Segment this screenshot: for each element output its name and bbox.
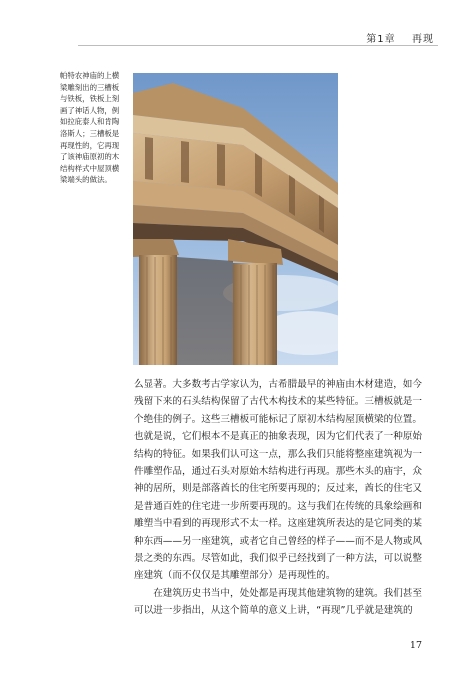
running-header <box>366 30 434 45</box>
chapter-title: 再现 <box>412 34 434 45</box>
header-rule <box>78 45 438 46</box>
parthenon-photo <box>133 73 338 365</box>
body-text <box>134 376 422 620</box>
page-number: 17 <box>409 640 422 651</box>
paragraph: 在建筑历史书当中，处处都是再现其他建筑物的建筑。我们甚至可以进一步指出，从这个简单的意义上讲，“再现”几乎就是建筑的 <box>134 587 422 617</box>
figure-caption: 帕特农神庙的上横梁雕刻出的三槽板与铁板，铁板上刻画了神话人物，例如拉庇泰人和肯陶洛斯人；三槽板是再现性的，它再现了该神庙原初的木结构样式中屋顶横梁端头的做法。 <box>60 71 120 185</box>
chapter-number: 第1章 <box>366 34 396 45</box>
paragraph: 么显著。大多数考古学家认为，古希腊最早的神庙由木材建造，如今残留下来的石头结构保留了古代木构技术的某些特征。三槽板就是一个绝佳的例子。这些三槽板可能标记了原初木结构屋顶横梁的位置。也就是说，它们根本不是真正的抽象表现，因为它们代表了一种原始结构的特征。如果我们认可这一点，那么我们只能将整座建筑视为一件雕塑作品，通过石头对原始木结构进行再现。那些木头的庙宇，众神的居所，则是部落酋长的住宅所要再现的；反过来，酋长的住宅又是普通百姓的住宅进一步所要再现的。这与我们在传统的具象绘画和雕塑当中看到的再现形式不太一样。这座建筑所表达的是它同类的某种东西——另一座建筑，或者它自己曾经的样子——而不是人物或风景之类的东西。尽管如此，我们似乎已经找到了一种方法，可以说整座建筑（而不仅仅是其雕塑部分）是再现性的。 <box>134 379 422 582</box>
